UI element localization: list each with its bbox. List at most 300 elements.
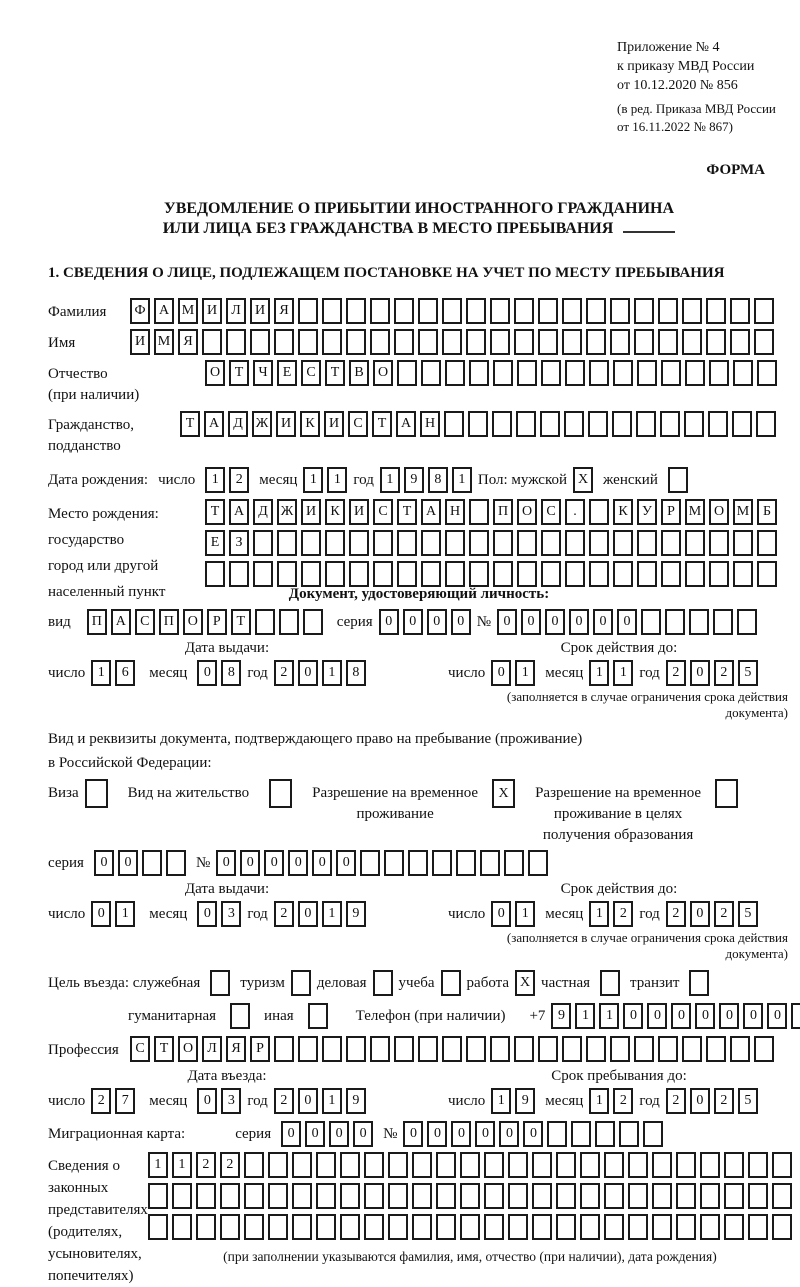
char-cell[interactable] [346, 298, 366, 324]
char-cell[interactable] [436, 1183, 456, 1209]
char-cell[interactable] [689, 609, 709, 635]
char-cell[interactable] [748, 1152, 768, 1178]
char-cell[interactable] [706, 298, 726, 324]
char-cell[interactable] [418, 298, 438, 324]
char-cell[interactable]: М [733, 499, 753, 525]
char-cell[interactable] [436, 1214, 456, 1240]
char-cell[interactable] [754, 329, 774, 355]
char-cell[interactable] [142, 850, 162, 876]
char-cell[interactable] [748, 1214, 768, 1240]
char-cell[interactable] [730, 329, 750, 355]
char-cell[interactable]: Т [397, 499, 417, 525]
char-cell[interactable]: 1 [205, 467, 225, 493]
char-cell[interactable] [268, 1152, 288, 1178]
char-cell[interactable] [756, 411, 776, 437]
char-cell[interactable] [613, 530, 633, 556]
char-cell[interactable]: 1 [491, 1088, 511, 1114]
char-cell[interactable]: А [111, 609, 131, 635]
char-cell[interactable] [397, 360, 417, 386]
char-cell[interactable] [754, 298, 774, 324]
char-cell[interactable] [421, 530, 441, 556]
char-cell[interactable] [364, 1152, 384, 1178]
char-cell[interactable]: 0 [523, 1121, 543, 1147]
char-cell[interactable] [540, 411, 560, 437]
char-cell[interactable]: И [324, 411, 344, 437]
char-cell[interactable] [316, 1183, 336, 1209]
char-cell[interactable] [641, 609, 661, 635]
char-cell[interactable] [421, 360, 441, 386]
char-cell[interactable] [737, 609, 757, 635]
char-cell[interactable]: Т [372, 411, 392, 437]
char-cell[interactable]: 0 [695, 1003, 715, 1029]
char-cell[interactable]: Р [207, 609, 227, 635]
char-cell[interactable] [196, 1214, 216, 1240]
char-cell[interactable]: 0 [647, 1003, 667, 1029]
char-cell[interactable] [508, 1183, 528, 1209]
char-cell[interactable] [370, 329, 390, 355]
char-cell[interactable] [700, 1183, 720, 1209]
char-cell[interactable] [277, 561, 297, 587]
char-cell[interactable]: 0 [497, 609, 517, 635]
char-cell[interactable]: Н [445, 499, 465, 525]
char-cell[interactable] [244, 1214, 264, 1240]
char-cell[interactable] [388, 1214, 408, 1240]
char-cell[interactable] [370, 298, 390, 324]
char-cell[interactable]: 0 [617, 609, 637, 635]
char-cell[interactable] [730, 1036, 750, 1062]
char-cell[interactable] [418, 329, 438, 355]
char-cell[interactable]: 9 [346, 901, 366, 927]
char-cell[interactable]: П [87, 609, 107, 635]
char-cell[interactable] [676, 1152, 696, 1178]
char-cell[interactable] [445, 360, 465, 386]
char-cell[interactable] [589, 360, 609, 386]
char-cell[interactable] [292, 1214, 312, 1240]
char-cell[interactable] [220, 1183, 240, 1209]
char-cell[interactable]: Т [231, 609, 251, 635]
char-cell[interactable]: 2 [229, 467, 249, 493]
char-cell[interactable] [340, 1152, 360, 1178]
char-cell[interactable]: О [373, 360, 393, 386]
char-cell[interactable] [700, 1152, 720, 1178]
char-cell[interactable] [445, 530, 465, 556]
char-cell[interactable]: Ф [130, 298, 150, 324]
char-cell[interactable] [148, 1214, 168, 1240]
char-cell[interactable] [490, 298, 510, 324]
char-cell[interactable] [628, 1214, 648, 1240]
char-cell[interactable]: И [202, 298, 222, 324]
char-cell[interactable]: 1 [303, 467, 323, 493]
char-cell[interactable] [484, 1214, 504, 1240]
char-cell[interactable] [517, 561, 537, 587]
char-cell[interactable]: 0 [593, 609, 613, 635]
char-cell[interactable] [715, 779, 738, 808]
char-cell[interactable] [724, 1183, 744, 1209]
char-cell[interactable] [562, 329, 582, 355]
char-cell[interactable]: М [178, 298, 198, 324]
char-cell[interactable]: Е [205, 530, 225, 556]
char-cell[interactable] [279, 609, 299, 635]
char-cell[interactable] [492, 411, 512, 437]
char-cell[interactable]: 1 [599, 1003, 619, 1029]
char-cell[interactable] [253, 561, 273, 587]
char-cell[interactable]: И [349, 499, 369, 525]
char-cell[interactable]: 9 [551, 1003, 571, 1029]
char-cell[interactable]: 0 [91, 901, 111, 927]
char-cell[interactable] [418, 1036, 438, 1062]
char-cell[interactable]: И [250, 298, 270, 324]
char-cell[interactable] [517, 530, 537, 556]
char-cell[interactable]: Т [229, 360, 249, 386]
char-cell[interactable] [713, 609, 733, 635]
char-cell[interactable] [589, 561, 609, 587]
char-cell[interactable] [292, 1152, 312, 1178]
char-cell[interactable]: 1 [172, 1152, 192, 1178]
char-cell[interactable] [532, 1214, 552, 1240]
char-cell[interactable]: 0 [690, 660, 710, 686]
char-cell[interactable] [637, 360, 657, 386]
char-cell[interactable] [360, 850, 380, 876]
char-cell[interactable]: 2 [613, 1088, 633, 1114]
char-cell[interactable]: 1 [589, 660, 609, 686]
char-cell[interactable] [604, 1183, 624, 1209]
char-cell[interactable] [514, 1036, 534, 1062]
char-cell[interactable]: 1 [322, 660, 342, 686]
char-cell[interactable]: 1 [322, 1088, 342, 1114]
char-cell[interactable] [541, 530, 561, 556]
char-cell[interactable]: 1 [515, 901, 535, 927]
char-cell[interactable] [556, 1214, 576, 1240]
char-cell[interactable]: 2 [274, 901, 294, 927]
char-cell[interactable] [538, 329, 558, 355]
char-cell[interactable] [268, 1214, 288, 1240]
char-cell[interactable]: X [515, 970, 535, 996]
char-cell[interactable]: З [229, 530, 249, 556]
char-cell[interactable] [421, 561, 441, 587]
char-cell[interactable]: А [229, 499, 249, 525]
char-cell[interactable] [508, 1152, 528, 1178]
char-cell[interactable] [514, 329, 534, 355]
char-cell[interactable] [322, 298, 342, 324]
char-cell[interactable] [685, 360, 705, 386]
char-cell[interactable]: С [348, 411, 368, 437]
char-cell[interactable]: 0 [569, 609, 589, 635]
char-cell[interactable]: . [565, 499, 585, 525]
char-cell[interactable] [298, 1036, 318, 1062]
char-cell[interactable]: И [301, 499, 321, 525]
char-cell[interactable]: К [300, 411, 320, 437]
char-cell[interactable] [490, 329, 510, 355]
char-cell[interactable] [490, 1036, 510, 1062]
char-cell[interactable] [706, 329, 726, 355]
char-cell[interactable] [772, 1152, 792, 1178]
char-cell[interactable] [634, 329, 654, 355]
char-cell[interactable]: К [325, 499, 345, 525]
char-cell[interactable] [604, 1152, 624, 1178]
char-cell[interactable]: 0 [298, 901, 318, 927]
char-cell[interactable] [528, 850, 548, 876]
char-cell[interactable]: 1 [575, 1003, 595, 1029]
char-cell[interactable]: Т [154, 1036, 174, 1062]
char-cell[interactable] [532, 1183, 552, 1209]
char-cell[interactable]: П [493, 499, 513, 525]
char-cell[interactable]: 2 [220, 1152, 240, 1178]
char-cell[interactable]: Т [325, 360, 345, 386]
char-cell[interactable] [384, 850, 404, 876]
char-cell[interactable]: 2 [714, 1088, 734, 1114]
char-cell[interactable] [541, 360, 561, 386]
char-cell[interactable] [628, 1152, 648, 1178]
char-cell[interactable] [636, 411, 656, 437]
char-cell[interactable]: 2 [613, 901, 633, 927]
char-cell[interactable] [757, 360, 777, 386]
char-cell[interactable] [661, 561, 681, 587]
char-cell[interactable] [556, 1152, 576, 1178]
char-cell[interactable] [301, 561, 321, 587]
char-cell[interactable] [556, 1183, 576, 1209]
char-cell[interactable]: 5 [738, 660, 758, 686]
char-cell[interactable]: И [276, 411, 296, 437]
char-cell[interactable] [791, 1003, 800, 1029]
char-cell[interactable] [469, 530, 489, 556]
char-cell[interactable] [595, 1121, 615, 1147]
char-cell[interactable] [441, 970, 461, 996]
char-cell[interactable] [565, 530, 585, 556]
char-cell[interactable]: 9 [404, 467, 424, 493]
char-cell[interactable]: 3 [221, 1088, 241, 1114]
char-cell[interactable] [689, 970, 709, 996]
char-cell[interactable] [514, 298, 534, 324]
char-cell[interactable]: 1 [589, 1088, 609, 1114]
char-cell[interactable] [538, 298, 558, 324]
char-cell[interactable]: Б [757, 499, 777, 525]
char-cell[interactable] [517, 360, 537, 386]
char-cell[interactable] [442, 329, 462, 355]
char-cell[interactable] [340, 1214, 360, 1240]
char-cell[interactable] [322, 1036, 342, 1062]
char-cell[interactable] [754, 1036, 774, 1062]
char-cell[interactable]: 8 [221, 660, 241, 686]
char-cell[interactable] [388, 1183, 408, 1209]
char-cell[interactable] [460, 1183, 480, 1209]
char-cell[interactable]: 1 [452, 467, 472, 493]
char-cell[interactable]: Я [178, 329, 198, 355]
char-cell[interactable] [637, 561, 657, 587]
char-cell[interactable] [277, 530, 297, 556]
char-cell[interactable]: 2 [714, 901, 734, 927]
char-cell[interactable] [586, 329, 606, 355]
char-cell[interactable]: В [349, 360, 369, 386]
char-cell[interactable]: 0 [329, 1121, 349, 1147]
char-cell[interactable]: А [154, 298, 174, 324]
char-cell[interactable] [244, 1152, 264, 1178]
char-cell[interactable]: 0 [499, 1121, 519, 1147]
char-cell[interactable] [196, 1183, 216, 1209]
char-cell[interactable] [394, 329, 414, 355]
char-cell[interactable] [532, 1152, 552, 1178]
char-cell[interactable] [250, 329, 270, 355]
char-cell[interactable]: 0 [197, 1088, 217, 1114]
char-cell[interactable]: 0 [197, 660, 217, 686]
char-cell[interactable] [202, 329, 222, 355]
char-cell[interactable] [394, 1036, 414, 1062]
char-cell[interactable]: 0 [264, 850, 284, 876]
char-cell[interactable]: 0 [545, 609, 565, 635]
char-cell[interactable] [274, 329, 294, 355]
char-cell[interactable]: А [204, 411, 224, 437]
char-cell[interactable] [658, 329, 678, 355]
char-cell[interactable] [661, 530, 681, 556]
char-cell[interactable]: 9 [346, 1088, 366, 1114]
char-cell[interactable]: У [637, 499, 657, 525]
char-cell[interactable] [730, 298, 750, 324]
char-cell[interactable] [676, 1214, 696, 1240]
char-cell[interactable] [291, 970, 311, 996]
char-cell[interactable] [220, 1214, 240, 1240]
char-cell[interactable]: 0 [690, 901, 710, 927]
char-cell[interactable] [619, 1121, 639, 1147]
char-cell[interactable]: 0 [281, 1121, 301, 1147]
char-cell[interactable] [172, 1183, 192, 1209]
char-cell[interactable] [412, 1152, 432, 1178]
char-cell[interactable]: Ж [252, 411, 272, 437]
char-cell[interactable] [412, 1214, 432, 1240]
char-cell[interactable] [298, 329, 318, 355]
char-cell[interactable]: 0 [623, 1003, 643, 1029]
char-cell[interactable]: Л [226, 298, 246, 324]
char-cell[interactable]: 0 [403, 609, 423, 635]
char-cell[interactable]: Р [250, 1036, 270, 1062]
char-cell[interactable] [562, 298, 582, 324]
char-cell[interactable] [612, 411, 632, 437]
char-cell[interactable] [516, 411, 536, 437]
char-cell[interactable] [394, 298, 414, 324]
char-cell[interactable]: 0 [491, 660, 511, 686]
char-cell[interactable]: О [517, 499, 537, 525]
char-cell[interactable]: 2 [666, 660, 686, 686]
char-cell[interactable] [700, 1214, 720, 1240]
char-cell[interactable] [634, 298, 654, 324]
char-cell[interactable]: 0 [671, 1003, 691, 1029]
char-cell[interactable] [484, 1152, 504, 1178]
char-cell[interactable] [685, 561, 705, 587]
char-cell[interactable] [229, 561, 249, 587]
char-cell[interactable]: 1 [322, 901, 342, 927]
char-cell[interactable] [456, 850, 476, 876]
char-cell[interactable] [469, 360, 489, 386]
char-cell[interactable] [589, 530, 609, 556]
char-cell[interactable]: 0 [743, 1003, 763, 1029]
char-cell[interactable]: Д [253, 499, 273, 525]
char-cell[interactable]: 0 [94, 850, 114, 876]
char-cell[interactable]: Н [420, 411, 440, 437]
char-cell[interactable] [346, 329, 366, 355]
char-cell[interactable]: 2 [91, 1088, 111, 1114]
char-cell[interactable] [316, 1214, 336, 1240]
char-cell[interactable] [340, 1183, 360, 1209]
char-cell[interactable] [586, 1036, 606, 1062]
char-cell[interactable] [658, 298, 678, 324]
char-cell[interactable]: X [492, 779, 515, 808]
char-cell[interactable] [349, 561, 369, 587]
char-cell[interactable] [442, 1036, 462, 1062]
char-cell[interactable]: 0 [767, 1003, 787, 1029]
char-cell[interactable] [709, 561, 729, 587]
char-cell[interactable]: 0 [451, 609, 471, 635]
char-cell[interactable]: Я [274, 298, 294, 324]
char-cell[interactable] [373, 530, 393, 556]
char-cell[interactable] [682, 329, 702, 355]
char-cell[interactable] [466, 298, 486, 324]
char-cell[interactable]: 2 [274, 1088, 294, 1114]
char-cell[interactable] [708, 411, 728, 437]
char-cell[interactable] [610, 329, 630, 355]
char-cell[interactable] [469, 561, 489, 587]
char-cell[interactable]: 0 [298, 1088, 318, 1114]
char-cell[interactable] [732, 411, 752, 437]
char-cell[interactable]: М [685, 499, 705, 525]
char-cell[interactable] [460, 1152, 480, 1178]
char-cell[interactable]: 1 [515, 660, 535, 686]
char-cell[interactable]: И [130, 329, 150, 355]
char-cell[interactable]: 0 [336, 850, 356, 876]
char-cell[interactable] [397, 530, 417, 556]
char-cell[interactable]: 5 [738, 1088, 758, 1114]
char-cell[interactable]: 1 [148, 1152, 168, 1178]
char-cell[interactable] [508, 1214, 528, 1240]
char-cell[interactable]: 0 [451, 1121, 471, 1147]
char-cell[interactable] [370, 1036, 390, 1062]
char-cell[interactable]: 0 [216, 850, 236, 876]
char-cell[interactable] [571, 1121, 591, 1147]
char-cell[interactable] [166, 850, 186, 876]
char-cell[interactable]: 0 [305, 1121, 325, 1147]
char-cell[interactable] [757, 561, 777, 587]
char-cell[interactable]: 0 [288, 850, 308, 876]
char-cell[interactable] [373, 561, 393, 587]
char-cell[interactable] [541, 561, 561, 587]
char-cell[interactable]: 5 [738, 901, 758, 927]
char-cell[interactable] [757, 530, 777, 556]
char-cell[interactable] [772, 1214, 792, 1240]
char-cell[interactable]: А [396, 411, 416, 437]
char-cell[interactable] [226, 329, 246, 355]
char-cell[interactable] [466, 329, 486, 355]
char-cell[interactable]: О [709, 499, 729, 525]
char-cell[interactable] [466, 1036, 486, 1062]
char-cell[interactable] [301, 530, 321, 556]
char-cell[interactable] [748, 1183, 768, 1209]
char-cell[interactable]: А [421, 499, 441, 525]
char-cell[interactable] [610, 298, 630, 324]
char-cell[interactable] [244, 1183, 264, 1209]
char-cell[interactable]: Ч [253, 360, 273, 386]
char-cell[interactable]: 9 [515, 1088, 535, 1114]
char-cell[interactable] [682, 298, 702, 324]
char-cell[interactable] [580, 1214, 600, 1240]
char-cell[interactable] [493, 561, 513, 587]
char-cell[interactable] [303, 609, 323, 635]
char-cell[interactable]: 0 [719, 1003, 739, 1029]
char-cell[interactable] [316, 1152, 336, 1178]
char-cell[interactable] [733, 360, 753, 386]
char-cell[interactable]: 0 [491, 901, 511, 927]
char-cell[interactable]: 1 [589, 901, 609, 927]
char-cell[interactable] [652, 1152, 672, 1178]
char-cell[interactable]: Ж [277, 499, 297, 525]
char-cell[interactable]: 0 [475, 1121, 495, 1147]
char-cell[interactable] [706, 1036, 726, 1062]
